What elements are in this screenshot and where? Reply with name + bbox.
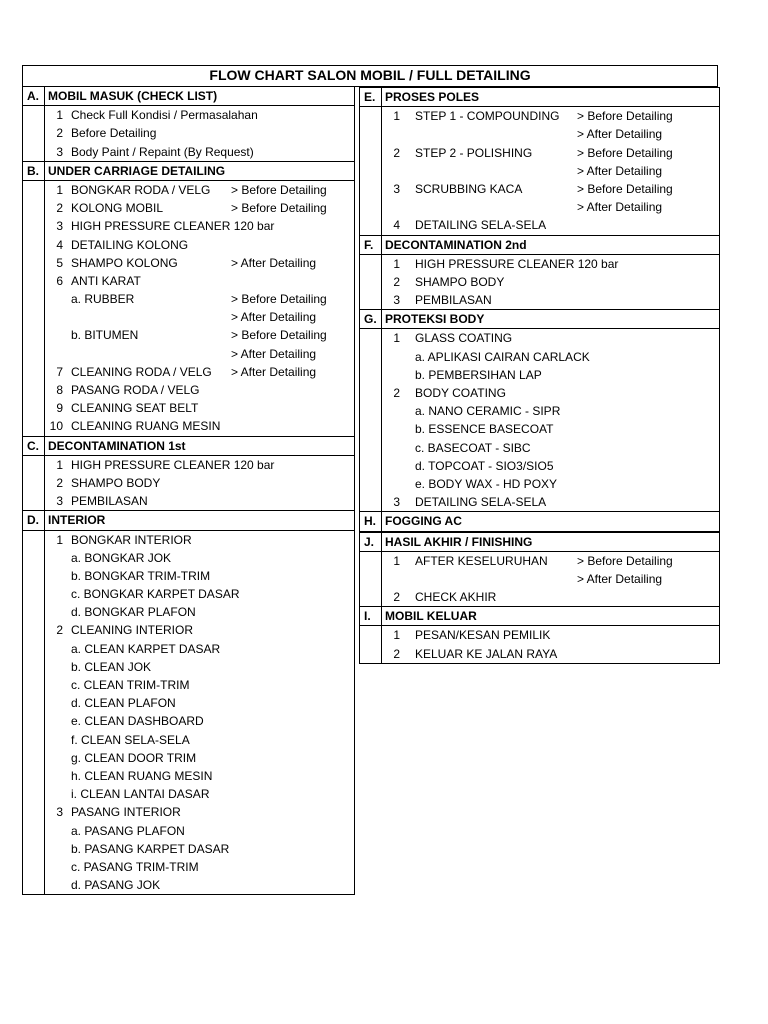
list-item xyxy=(23,308,354,326)
section-title: DECONTAMINATION 2nd xyxy=(385,237,527,252)
item-label: SHAMPO BODY xyxy=(415,274,505,289)
list-item xyxy=(360,420,719,438)
item-number: 2 xyxy=(393,145,400,160)
section-header xyxy=(360,607,719,626)
list-item xyxy=(23,785,354,803)
list-item xyxy=(360,626,719,644)
item-label: PESAN/KESAN PEMILIK xyxy=(415,628,551,643)
item-label: PASANG INTERIOR xyxy=(71,805,181,820)
section xyxy=(359,236,720,311)
item-note: > Before Detailing xyxy=(577,553,673,568)
list-item xyxy=(23,640,354,658)
item-label: CLEANING RODA / VELG xyxy=(71,364,212,379)
item-label: Body Paint / Repaint (By Request) xyxy=(71,144,254,159)
section-header xyxy=(360,236,719,255)
list-item xyxy=(23,272,354,290)
sub-item-label: a. NANO CERAMIC - SIPR xyxy=(415,404,561,419)
list-item xyxy=(23,767,354,785)
list-item xyxy=(23,549,354,567)
item-note: > After Detailing xyxy=(231,346,317,361)
item-label: DETAILING SELA-SELA xyxy=(415,495,547,510)
item-label: PASANG RODA / VELG xyxy=(71,383,200,397)
item-note: > After Detailing xyxy=(231,364,317,379)
list-item xyxy=(23,694,354,712)
right-column xyxy=(359,87,720,664)
sub-item-label: c. BASECOAT - SIBC xyxy=(415,440,531,455)
list-item xyxy=(360,402,719,420)
item-label: SHAMPO BODY xyxy=(71,475,161,490)
sub-item-label: f. CLEAN SELA-SELA xyxy=(71,732,190,747)
section xyxy=(22,87,355,162)
item-number: 4 xyxy=(56,237,63,252)
item-note: > After Detailing xyxy=(577,127,663,142)
list-item xyxy=(360,493,719,511)
item-label: ANTI KARAT xyxy=(71,273,141,288)
section-title: MOBIL KELUAR xyxy=(385,609,477,624)
list-item xyxy=(23,124,354,142)
item-number: 2 xyxy=(56,475,63,490)
item-label: BONGKAR INTERIOR xyxy=(71,532,192,547)
item-number: 10 xyxy=(49,419,63,434)
left-column xyxy=(22,87,355,895)
section xyxy=(359,512,720,532)
item-label: PEMBILASAN xyxy=(415,293,492,308)
section-title: FOGGING AC xyxy=(385,514,462,529)
list-item xyxy=(23,143,354,161)
list-item xyxy=(360,162,719,180)
section-letter: C. xyxy=(27,438,39,453)
item-number: 2 xyxy=(393,590,400,605)
section-letter: G. xyxy=(364,312,377,327)
item-number: 3 xyxy=(56,494,63,509)
item-label: HIGH PRESSURE CLEANER 120 bar xyxy=(71,219,275,234)
section xyxy=(359,607,720,664)
item-number: 1 xyxy=(56,532,63,547)
item-number: 2 xyxy=(56,201,63,216)
section-header xyxy=(23,437,354,456)
list-item xyxy=(360,144,719,162)
section xyxy=(22,511,355,895)
item-number: 9 xyxy=(56,401,63,416)
list-item xyxy=(23,749,354,767)
list-item xyxy=(23,326,354,344)
item-number: 3 xyxy=(393,181,400,196)
item-number: 2 xyxy=(56,126,63,141)
list-item xyxy=(23,474,354,492)
item-number: 2 xyxy=(56,623,63,638)
item-number: 1 xyxy=(56,457,63,472)
section-title: INTERIOR xyxy=(48,513,106,528)
section-letter: D. xyxy=(27,513,39,528)
item-number: 3 xyxy=(56,805,63,820)
section-letter: F. xyxy=(364,237,374,252)
item-number: 1 xyxy=(56,108,63,123)
list-item xyxy=(360,273,719,291)
section-title: MOBIL MASUK (CHECK LIST) xyxy=(48,89,218,103)
section-letter: B. xyxy=(27,163,39,178)
item-note: > Before Detailing xyxy=(231,292,327,307)
item-note: > After Detailing xyxy=(577,200,663,215)
section xyxy=(359,533,720,608)
list-item xyxy=(360,125,719,143)
list-item xyxy=(360,475,719,493)
list-item xyxy=(23,567,354,585)
item-label: STEP 1 - COMPOUNDING xyxy=(415,109,560,124)
item-number: 3 xyxy=(393,293,400,308)
item-number: 3 xyxy=(56,219,63,234)
list-item xyxy=(23,731,354,749)
sub-item-label: a. APLIKASI CAIRAN CARLACK xyxy=(415,349,590,364)
list-item xyxy=(360,291,719,309)
item-label: HIGH PRESSURE CLEANER 120 bar xyxy=(71,457,275,472)
item-label: CLEANING SEAT BELT xyxy=(71,401,199,416)
item-number: 3 xyxy=(56,144,63,159)
item-number: 6 xyxy=(56,273,63,288)
sub-item-label: d. PASANG JOK xyxy=(71,878,161,893)
list-item xyxy=(360,645,719,663)
section xyxy=(359,87,720,236)
item-label: Check Full Kondisi / Permasalahan xyxy=(71,108,258,123)
list-item xyxy=(23,803,354,821)
section-header xyxy=(23,162,354,181)
section xyxy=(22,437,355,512)
list-item xyxy=(23,363,354,381)
item-number: 8 xyxy=(56,383,63,397)
item-number: 1 xyxy=(393,109,400,124)
section-title: UNDER CARRIAGE DETAILING xyxy=(48,163,226,178)
item-label: SCRUBBING KACA xyxy=(415,181,523,196)
sub-item-label: e. BODY WAX - HD POXY xyxy=(415,476,558,491)
list-item xyxy=(360,588,719,606)
list-item xyxy=(23,876,354,894)
section-title: DECONTAMINATION 1st xyxy=(48,438,186,453)
item-number: 2 xyxy=(393,386,400,400)
sub-item-label: a. RUBBER xyxy=(71,292,135,307)
item-label: KOLONG MOBIL xyxy=(71,201,164,216)
item-label: CLEANING INTERIOR xyxy=(71,623,194,638)
section-letter: J. xyxy=(364,534,375,549)
list-item xyxy=(23,621,354,639)
list-item xyxy=(23,217,354,235)
list-item xyxy=(360,457,719,475)
sub-item-label: h. CLEAN RUANG MESIN xyxy=(71,768,213,783)
list-item xyxy=(360,348,719,366)
item-label: BODY COATING xyxy=(415,386,506,400)
list-item xyxy=(23,858,354,876)
list-item xyxy=(23,712,354,730)
sub-item-label: d. BONGKAR PLAFON xyxy=(71,605,196,620)
item-label: AFTER KESELURUHAN xyxy=(415,553,548,568)
list-item xyxy=(23,381,354,399)
section-header xyxy=(360,310,719,329)
item-note: > After Detailing xyxy=(577,571,663,586)
item-number: 4 xyxy=(393,218,400,233)
list-item xyxy=(23,199,354,217)
item-number: 1 xyxy=(393,331,400,346)
item-label: BONGKAR RODA / VELG xyxy=(71,182,211,197)
list-item xyxy=(23,658,354,676)
item-number: 3 xyxy=(393,495,400,510)
item-number: 1 xyxy=(56,182,63,197)
list-item xyxy=(23,106,354,124)
sub-item-label: d. CLEAN PLAFON xyxy=(71,696,176,711)
sub-item-label: i. CLEAN LANTAI DASAR xyxy=(71,787,210,802)
item-number: 1 xyxy=(393,256,400,271)
sub-item-label: b. BITUMEN xyxy=(71,328,139,343)
list-item xyxy=(360,198,719,216)
item-note: > After Detailing xyxy=(577,163,663,178)
item-note: > Before Detailing xyxy=(231,201,327,216)
sub-item-label: c. BONGKAR KARPET DASAR xyxy=(71,587,240,602)
list-item xyxy=(23,181,354,199)
sub-item-label: b. BONGKAR TRIM-TRIM xyxy=(71,568,211,583)
section-letter: H. xyxy=(364,514,376,529)
list-item xyxy=(23,236,354,254)
list-item xyxy=(360,180,719,198)
list-item xyxy=(360,216,719,234)
item-number: 5 xyxy=(56,255,63,270)
list-item xyxy=(23,290,354,308)
item-label: PEMBILASAN xyxy=(71,494,148,509)
list-item xyxy=(23,531,354,549)
list-item xyxy=(23,676,354,694)
section-header xyxy=(360,512,719,531)
item-note: > Before Detailing xyxy=(577,145,673,160)
sub-item-label: d. TOPCOAT - SIO3/SIO5 xyxy=(415,458,554,473)
item-note: > Before Detailing xyxy=(577,109,673,124)
item-label: SHAMPO KOLONG xyxy=(71,255,178,270)
sub-item-label: c. PASANG TRIM-TRIM xyxy=(71,859,199,874)
section-title: HASIL AKHIR / FINISHING xyxy=(385,534,533,549)
list-item xyxy=(360,552,719,570)
item-number: 1 xyxy=(393,553,400,568)
section-letter: E. xyxy=(364,90,376,104)
list-item xyxy=(360,384,719,402)
list-item xyxy=(23,254,354,272)
list-item xyxy=(360,255,719,273)
section-header xyxy=(360,533,719,552)
section-title: PROTEKSI BODY xyxy=(385,312,485,327)
item-label: GLASS COATING xyxy=(415,331,513,346)
item-label: DETAILING KOLONG xyxy=(71,237,189,252)
section-title: PROSES POLES xyxy=(385,90,480,104)
item-label: Before Detailing xyxy=(71,126,157,141)
sub-item-label: g. CLEAN DOOR TRIM xyxy=(71,750,197,765)
sub-item-label: b. PASANG KARPET DASAR xyxy=(71,841,230,856)
list-item xyxy=(23,492,354,510)
list-item xyxy=(23,399,354,417)
list-item xyxy=(23,585,354,603)
list-item xyxy=(360,366,719,384)
list-item xyxy=(360,570,719,588)
item-label: CHECK AKHIR xyxy=(415,590,497,605)
list-item xyxy=(360,439,719,457)
section xyxy=(359,310,720,512)
list-item xyxy=(23,822,354,840)
sub-item-label: b. CLEAN JOK xyxy=(71,659,152,674)
item-number: 2 xyxy=(393,646,400,661)
sub-item-label: b. PEMBERSIHAN LAP xyxy=(415,367,542,382)
section xyxy=(22,162,355,437)
item-note: > After Detailing xyxy=(231,310,317,325)
item-number: 7 xyxy=(56,364,63,379)
page-title: FLOW CHART SALON MOBIL / FULL DETAILING xyxy=(22,65,718,87)
sub-item-label: a. PASANG PLAFON xyxy=(71,823,185,838)
sub-item-label: b. ESSENCE BASECOAT xyxy=(415,422,554,437)
list-item xyxy=(23,840,354,858)
item-number: 1 xyxy=(393,628,400,643)
sub-item-label: a. BONGKAR JOK xyxy=(71,550,172,565)
item-note: > Before Detailing xyxy=(231,182,327,197)
item-label: HIGH PRESSURE CLEANER 120 bar xyxy=(415,256,619,271)
list-item xyxy=(23,456,354,474)
item-label: KELUAR KE JALAN RAYA xyxy=(415,646,558,661)
sub-item-label: e. CLEAN DASHBOARD xyxy=(71,714,204,729)
section-letter: I. xyxy=(364,609,371,624)
item-note: > After Detailing xyxy=(231,255,317,270)
section-header xyxy=(23,87,354,106)
sub-item-label: a. CLEAN KARPET DASAR xyxy=(71,641,221,656)
section-header xyxy=(23,511,354,530)
item-label: DETAILING SELA-SELA xyxy=(415,218,547,233)
section-header xyxy=(360,88,719,107)
section-letter: A. xyxy=(27,89,39,103)
item-label: CLEANING RUANG MESIN xyxy=(71,419,221,434)
list-item xyxy=(360,329,719,347)
list-item xyxy=(360,107,719,125)
item-note: > Before Detailing xyxy=(577,181,673,196)
list-item xyxy=(23,345,354,363)
list-item xyxy=(23,417,354,435)
list-item xyxy=(23,603,354,621)
item-label: STEP 2 - POLISHING xyxy=(415,145,533,160)
sub-item-label: c. CLEAN TRIM-TRIM xyxy=(71,678,190,692)
item-number: 2 xyxy=(393,274,400,289)
item-note: > Before Detailing xyxy=(231,328,327,343)
